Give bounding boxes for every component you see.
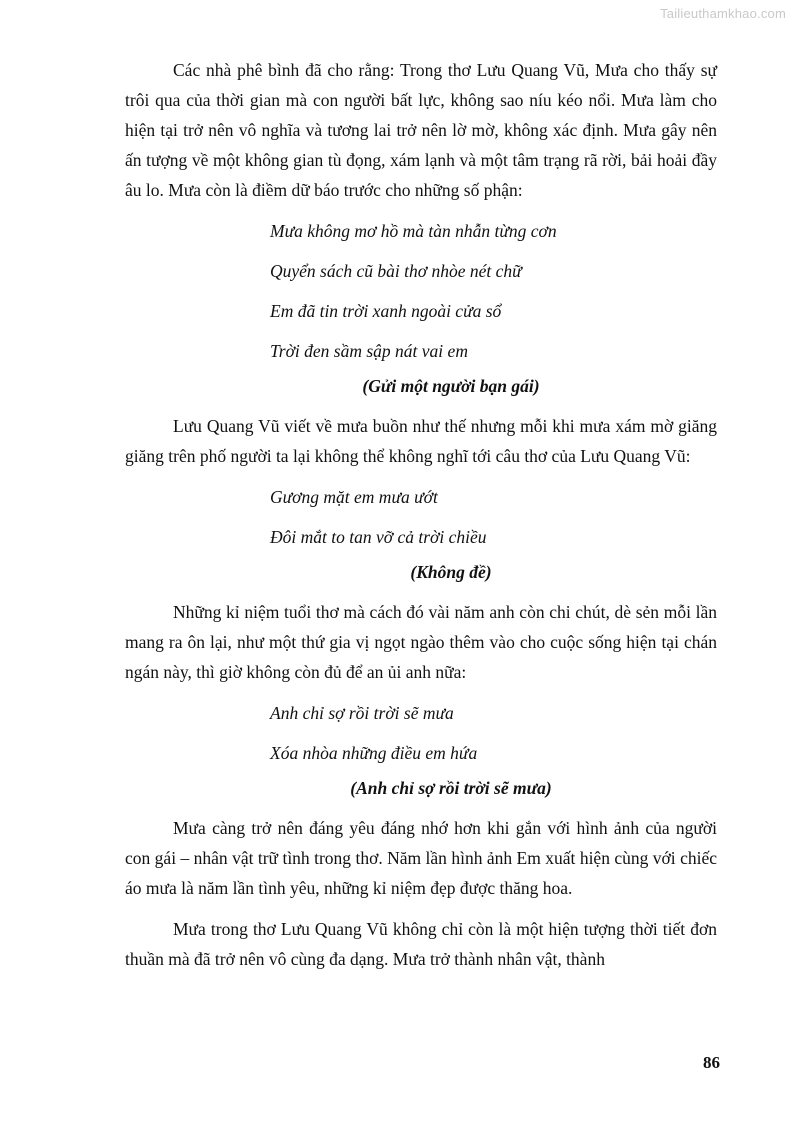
poem-2-source: (Không đề) [410,562,492,582]
page-body [125,55,717,985]
poem-1-line-4: Trời đen sầm sập nát vai em [270,341,468,361]
poem-2-line-1: Gương mặt em mưa ướt [270,487,438,507]
paragraph-2: Lưu Quang Vũ viết về mưa buồn như thế nhưng mỗi khi mưa xám mờ giăng giăng trên phố người ta lại không thể không nghĩ tới câu thơ của Lưu Quang Vũ: [125,416,717,466]
paragraph-4: Mưa càng trở nên đáng yêu đáng nhớ hơn khi gắn với hình ảnh của người con gái – nhân vật trữ tình trong thơ. Năm lần hình ảnh Em xuất hiện cùng với chiếc áo mưa là năm lần tình yêu, những kỉ niệm đẹp được thăng hoa. [125,818,717,898]
poem-3 [125,698,717,802]
paragraph-3: Những kỉ niệm tuổi thơ mà cách đó vài năm anh còn chi chút, dè sẻn mỗi lần mang ra ôn lại, như một thứ gia vị ngọt ngào thêm vào cho cuộc sống hiện tại chán ngán này, thì giờ không còn đủ để an ủi anh nữa: [125,602,717,682]
poem-2-line-2: Đôi mắt to tan vỡ cả trời chiều [270,527,487,547]
poem-1-line-2: Quyển sách cũ bài thơ nhòe nét chữ [270,261,522,281]
poem-1-line-3: Em đã tin trời xanh ngoài cửa sổ [270,301,502,321]
watermark-text: Tailieuthamkhao.com [660,6,786,21]
poem-3-line-1: Anh chỉ sợ rồi trời sẽ mưa [270,703,454,723]
poem-3-source: (Anh chỉ sợ rồi trời sẽ mưa) [350,778,552,798]
poem-1 [125,216,717,400]
poem-1-line-1: Mưa không mơ hồ mà tàn nhẫn từng cơn [270,221,557,241]
paragraph-1: Các nhà phê bình đã cho rằng: Trong thơ Lưu Quang Vũ, Mưa cho thấy sự trôi qua của thời gian mà con người bất lực, không sao níu kéo nổi. Mưa làm cho hiện tại trở nên vô nghĩa và tương lai trở nên lờ mờ, không xác định. Mưa gây nên ấn tượng về một không gian tù đọng, xám lạnh và một tâm trạng rã rời, bải hoải đầy âu lo. Mưa còn là điềm dữ báo trước cho những số phận: [125,60,717,200]
poem-3-line-2: Xóa nhòa những điều em hứa [270,743,478,763]
paragraph-5: Mưa trong thơ Lưu Quang Vũ không chỉ còn là một hiện tượng thời tiết đơn thuần mà đã trở nên vô cùng đa dạng. Mưa trở thành nhân vật, thành [125,919,717,969]
poem-1-source: (Gửi một người bạn gái) [362,376,540,396]
poem-2 [125,482,717,586]
page-number: 86 [703,1053,720,1072]
